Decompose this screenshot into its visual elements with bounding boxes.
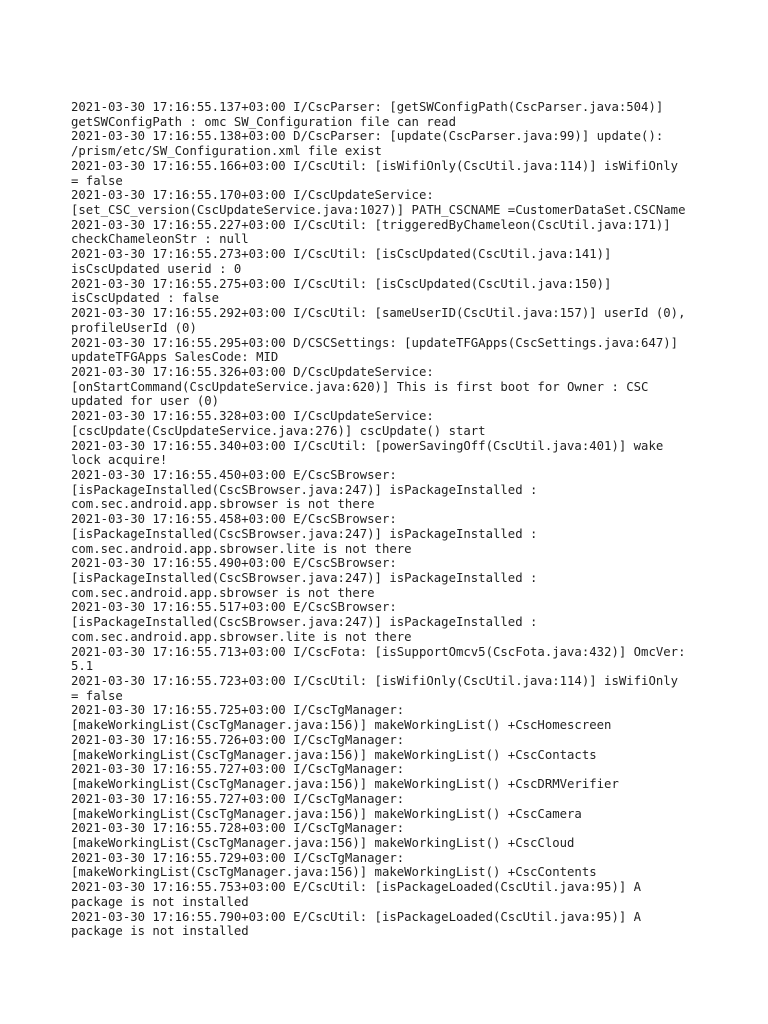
log-line: [set_CSC_version(CscUpdateService.java:1027)] PATH_CSCNAME =CustomerDataSet.CSCName <box>71 203 686 218</box>
log-line: 2021-03-30 17:16:55.726+03:00 I/CscTgManager: <box>71 732 405 747</box>
log-line: 2021-03-30 17:16:55.727+03:00 I/CscTgManager: <box>71 762 405 777</box>
log-line: 2021-03-30 17:16:55.295+03:00 D/CSCSettings: [updateTFGApps(CscSettings.java:647)] <box>71 335 679 350</box>
log-line: 2021-03-30 17:16:55.227+03:00 I/CscUtil: [triggeredByChameleon(CscUtil.java:171)] <box>71 217 671 232</box>
log-line: [cscUpdate(CscUpdateService.java:276)] cscUpdate() start <box>71 423 486 438</box>
log-line: 2021-03-30 17:16:55.729+03:00 I/CscTgManager: <box>71 850 405 865</box>
log-line: = false <box>71 688 123 703</box>
log-text-block <box>71 100 711 939</box>
log-line: isCscUpdated userid : 0 <box>71 261 242 276</box>
log-line: 2021-03-30 17:16:55.273+03:00 I/CscUtil: [isCscUpdated(CscUtil.java:141)] <box>71 247 612 262</box>
log-line: 2021-03-30 17:16:55.450+03:00 E/CscSBrowser: <box>71 467 397 482</box>
log-line: package is not installed <box>71 924 249 939</box>
log-line: [makeWorkingList(CscTgManager.java:156)] makeWorkingList() +CscDRMVerifier <box>71 777 619 792</box>
log-line: package is not installed <box>71 894 249 909</box>
log-line: 2021-03-30 17:16:55.275+03:00 I/CscUtil: [isCscUpdated(CscUtil.java:150)] <box>71 276 612 291</box>
log-line: 2021-03-30 17:16:55.166+03:00 I/CscUtil: [isWifiOnly(CscUtil.java:114)] isWifiOnly <box>71 158 679 173</box>
log-line: com.sec.android.app.sbrowser is not there <box>71 585 375 600</box>
log-line: com.sec.android.app.sbrowser is not there <box>71 497 375 512</box>
log-line: [makeWorkingList(CscTgManager.java:156)] makeWorkingList() +CscCamera <box>71 806 582 821</box>
log-line: 2021-03-30 17:16:55.328+03:00 I/CscUpdateService: <box>71 409 434 424</box>
log-line: 2021-03-30 17:16:55.490+03:00 E/CscSBrowser: <box>71 556 397 571</box>
log-line: 2021-03-30 17:16:55.753+03:00 E/CscUtil: [isPackageLoaded(CscUtil.java:95)] A <box>71 880 642 895</box>
log-line: com.sec.android.app.sbrowser.lite is not there <box>71 541 412 556</box>
log-line: profileUserId (0) <box>71 320 197 335</box>
log-line: 2021-03-30 17:16:55.725+03:00 I/CscTgManager: <box>71 703 405 718</box>
log-line: com.sec.android.app.sbrowser.lite is not there <box>71 629 412 644</box>
log-line: 2021-03-30 17:16:55.517+03:00 E/CscSBrowser: <box>71 600 397 615</box>
log-line: 2021-03-30 17:16:55.728+03:00 I/CscTgManager: <box>71 821 405 836</box>
log-line: [onStartCommand(CscUpdateService.java:620)] This is first boot for Owner : CSC <box>71 379 649 394</box>
log-line: 2021-03-30 17:16:55.292+03:00 I/CscUtil: [sameUserID(CscUtil.java:157)] userId (0), <box>71 306 686 321</box>
log-line: 2021-03-30 17:16:55.138+03:00 D/CscParser: [update(CscParser.java:99)] update(): <box>71 129 664 144</box>
log-line: [isPackageInstalled(CscSBrowser.java:247)] isPackageInstalled : <box>71 571 538 585</box>
log-line: 2021-03-30 17:16:55.723+03:00 I/CscUtil: [isWifiOnly(CscUtil.java:114)] isWifiOnly <box>71 674 679 689</box>
log-line: lock acquire! <box>71 453 168 468</box>
log-line: isCscUpdated : false <box>71 291 220 306</box>
log-line: 2021-03-30 17:16:55.727+03:00 I/CscTgManager: <box>71 791 405 806</box>
log-line: getSWConfigPath : omc SW_Configuration file can read <box>71 114 456 129</box>
log-line: [makeWorkingList(CscTgManager.java:156)] makeWorkingList() +CscContents <box>71 865 597 880</box>
log-line: updated for user (0) <box>71 394 220 409</box>
log-line: 2021-03-30 17:16:55.713+03:00 I/CscFota: [isSupportOmcv5(CscFota.java:432)] OmcVer: <box>71 644 686 659</box>
log-line: 2021-03-30 17:16:55.458+03:00 E/CscSBrowser: <box>71 512 397 527</box>
log-line: updateTFGApps SalesCode: MID <box>71 350 279 365</box>
log-line: checkChameleonStr : null <box>71 232 249 247</box>
log-line: [makeWorkingList(CscTgManager.java:156)] makeWorkingList() +CscContacts <box>71 747 597 762</box>
log-line: = false <box>71 173 123 188</box>
log-line: 2021-03-30 17:16:55.170+03:00 I/CscUpdateService: <box>71 188 434 203</box>
log-line: [isPackageInstalled(CscSBrowser.java:247)] isPackageInstalled : <box>71 615 538 630</box>
log-line: [makeWorkingList(CscTgManager.java:156)] makeWorkingList() +CscHomescreen <box>71 718 612 733</box>
log-line: 2021-03-30 17:16:55.790+03:00 E/CscUtil: [isPackageLoaded(CscUtil.java:95)] A <box>71 909 642 924</box>
log-line: 2021-03-30 17:16:55.326+03:00 D/CscUpdateService: <box>71 364 434 379</box>
log-line: 2021-03-30 17:16:55.137+03:00 I/CscParser: [getSWConfigPath(CscParser.java:504)] <box>71 100 664 114</box>
log-line: [makeWorkingList(CscTgManager.java:156)] makeWorkingList() +CscCloud <box>71 835 575 850</box>
log-line: [isPackageInstalled(CscSBrowser.java:247)] isPackageInstalled : <box>71 526 538 541</box>
log-line: /prism/etc/SW_Configuration.xml file exist <box>71 144 382 159</box>
log-line: [isPackageInstalled(CscSBrowser.java:247)] isPackageInstalled : <box>71 482 538 497</box>
log-line: 5.1 <box>71 659 94 674</box>
log-line: 2021-03-30 17:16:55.340+03:00 I/CscUtil: [powerSavingOff(CscUtil.java:401)] wake <box>71 438 664 453</box>
